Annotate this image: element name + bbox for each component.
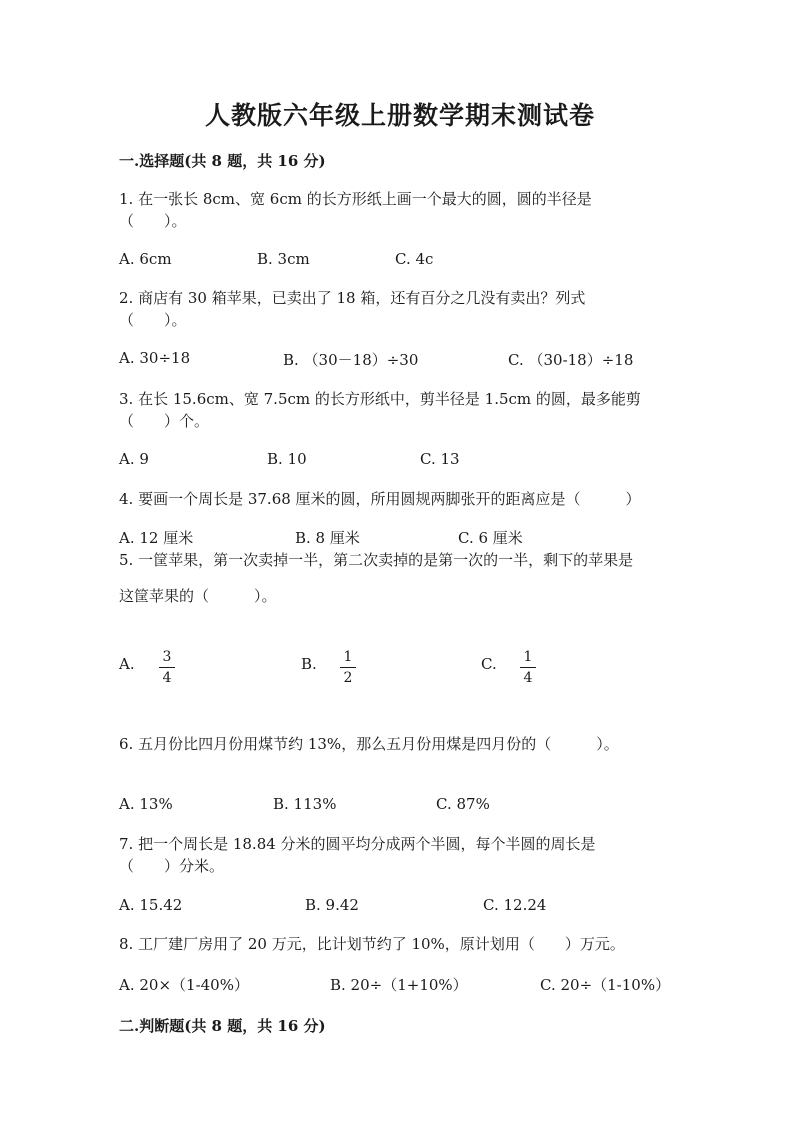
question-5-line1: 5. 一筐苹果，第一次卖掉一半，第二次卖掉的是第一次的一半，剩下的苹果是 bbox=[119, 551, 634, 569]
question-4-line1: 4. 要画一个周长是 37.68 厘米的圆，所用圆规两脚张开的距离应是（ ） bbox=[119, 490, 641, 508]
question-3-option-c: C. 13 bbox=[420, 450, 460, 468]
question-5-cont bbox=[119, 585, 679, 607]
page-title: 人教版六年级上册数学期末测试卷 bbox=[204, 101, 595, 130]
question-2-option-c: C. （30-18）÷18 bbox=[508, 351, 634, 369]
question-5-option-b-fraction bbox=[340, 649, 356, 686]
question-1-line2: （ ）。 bbox=[119, 212, 187, 230]
question-7-line1: 7. 把一个周长是 18.84 分米的圆平均分成两个半圆，每个半圆的周长是 bbox=[119, 835, 596, 853]
fraction-bar bbox=[340, 667, 356, 668]
question-6 bbox=[119, 733, 679, 755]
question-3-option-b: B. 10 bbox=[267, 450, 307, 468]
question-2-option-b: B. （30－18）÷30 bbox=[283, 351, 419, 369]
question-1-line1: 1. 在一张长 8cm、宽 6cm 的长方形纸上画一个最大的圆，圆的半径是 bbox=[119, 190, 592, 208]
question-1-option-a: A. 6cm bbox=[119, 250, 172, 268]
question-8-option-c: C. 20÷（1-10%） bbox=[540, 976, 671, 994]
fraction-numerator: 1 bbox=[343, 649, 353, 665]
question-5-option-b: B. bbox=[301, 655, 317, 673]
question-7-line2: （ ）分米。 bbox=[119, 857, 225, 875]
question-4 bbox=[119, 488, 679, 510]
fraction-denominator: 4 bbox=[162, 670, 172, 686]
question-8 bbox=[119, 933, 679, 955]
question-8-option-a: A. 20×（1-40%） bbox=[119, 976, 249, 994]
question-4-option-c: C. 6 厘米 bbox=[458, 529, 523, 547]
question-7-option-b: B. 9.42 bbox=[305, 896, 359, 914]
question-2-line2: （ ）。 bbox=[119, 311, 187, 329]
question-3 bbox=[119, 388, 679, 432]
question-3-option-a: A. 9 bbox=[119, 450, 149, 468]
question-7 bbox=[119, 833, 679, 877]
fraction-bar bbox=[520, 667, 536, 668]
question-6-line1: 6. 五月份比四月份用煤节约 13%，那么五月份用煤是四月份的（ ）。 bbox=[119, 735, 619, 753]
question-8-line1: 8. 工厂建厂房用了 20 万元，比计划节约了 10%，原计划用（ ）万元。 bbox=[119, 935, 625, 953]
question-1 bbox=[119, 188, 679, 232]
question-3-line2: （ ）个。 bbox=[119, 412, 210, 430]
question-6-option-b: B. 113% bbox=[273, 795, 337, 813]
question-7-option-c: C. 12.24 bbox=[483, 896, 547, 914]
question-4-option-a: A. 12 厘米 bbox=[119, 529, 194, 547]
section-heading-judgement: 二.判断题(共 8 题，共 16 分) bbox=[119, 1017, 326, 1035]
question-2-line1: 2. 商店有 30 箱苹果，已卖出了 18 箱，还有百分之几没有卖出？列式 bbox=[119, 289, 586, 307]
question-6-option-c: C. 87% bbox=[436, 795, 490, 813]
fraction-numerator: 3 bbox=[162, 649, 172, 665]
question-5-option-a-fraction bbox=[159, 649, 175, 686]
question-3-line1: 3. 在长 15.6cm、宽 7.5cm 的长方形纸中，剪半径是 1.5cm 的圆，最多能剪 bbox=[119, 390, 641, 408]
fraction-numerator: 1 bbox=[523, 649, 533, 665]
section-heading-choice: 一.选择题(共 8 题，共 16 分) bbox=[119, 152, 326, 170]
question-5-option-c: C. bbox=[481, 655, 497, 673]
fraction-denominator: 2 bbox=[343, 670, 353, 686]
question-2 bbox=[119, 287, 679, 331]
question-5 bbox=[119, 549, 679, 571]
question-8-option-b: B. 20÷（1+10%） bbox=[330, 976, 468, 994]
question-2-option-a: A. 30÷18 bbox=[119, 349, 191, 367]
question-5-line2: 这筐苹果的（ ）。 bbox=[119, 587, 277, 605]
question-5-option-a: A. bbox=[119, 655, 135, 673]
question-4-option-b: B. 8 厘米 bbox=[295, 529, 360, 547]
question-7-option-a: A. 15.42 bbox=[119, 896, 183, 914]
question-6-option-a: A. 13% bbox=[119, 795, 173, 813]
question-5-option-c-fraction bbox=[520, 649, 536, 686]
question-1-option-c: C. 4c bbox=[395, 250, 434, 268]
fraction-denominator: 4 bbox=[523, 670, 533, 686]
question-1-option-b: B. 3cm bbox=[257, 250, 310, 268]
fraction-bar bbox=[159, 667, 175, 668]
